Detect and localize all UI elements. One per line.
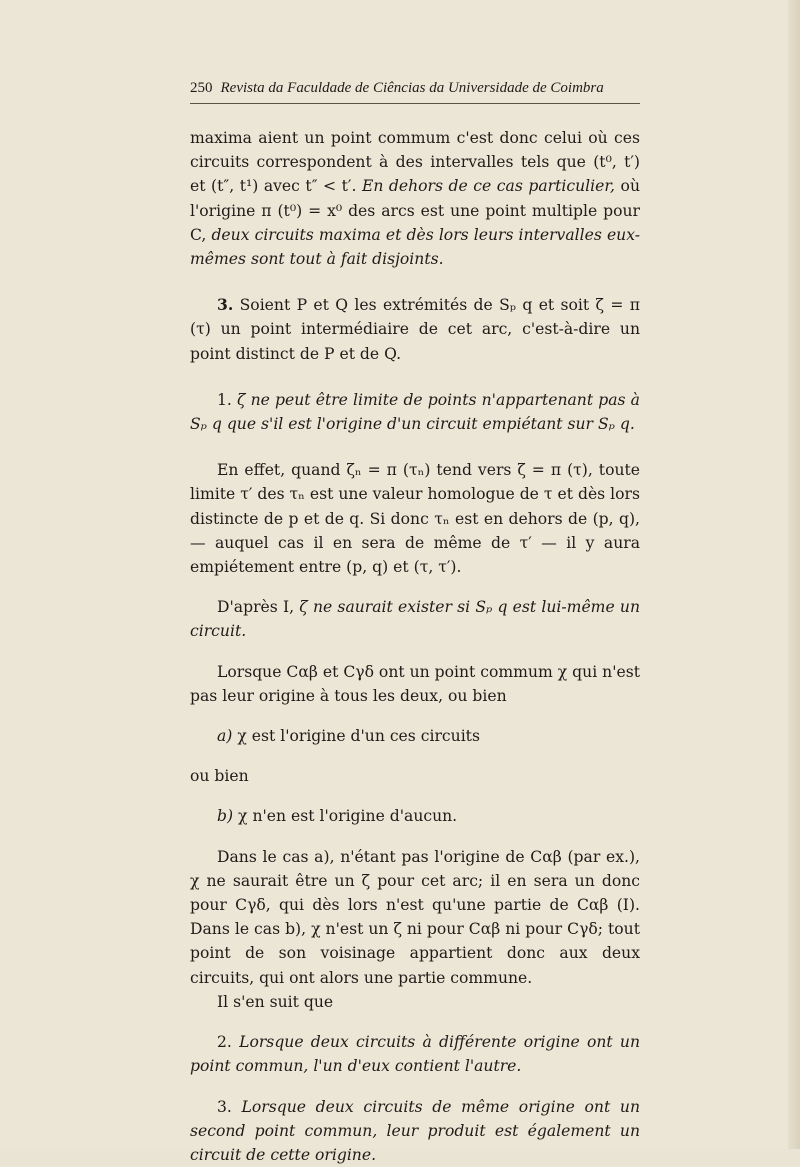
text-run: maxima aient un point commum c'est donc celui où ces circuits correspondent à des intervalles tels que (t⁰, t′) et (t″, t¹) avec t″ < t′.: [190, 129, 640, 195]
paragraph-en-effet: En effet, quand ζₙ = π (τₙ) tend vers ζ = π (τ), toute limite τ′ des τₙ est une valeur homologue de τ et dès lors distincte de p et de q. Si donc τₙ est en dehors de (p, q), — auquel cas il en sera de même de τ′ — il y aura empiétement entre (p, q) et (τ, τ′).: [190, 458, 640, 579]
paragraph-dapres: [190, 595, 640, 643]
journal-title: Revista da Faculdade de Ciências da Universidade de Coimbra: [221, 80, 604, 97]
case-text: χ n'en est l'origine d'aucun.: [233, 807, 457, 825]
paragraph-maxima: [190, 126, 640, 271]
page-number: 250: [190, 80, 213, 97]
case-a: [190, 724, 640, 748]
header-rule: [190, 103, 640, 104]
page-edge-shadow: [788, 0, 800, 1149]
case-label: b): [217, 807, 233, 825]
result-statement: ζ ne peut être limite de points n'appartenant pas à Sₚ q que s'il est l'origine d'un circuit empiétant sur Sₚ q.: [190, 391, 640, 433]
result-number: 2.: [217, 1033, 232, 1051]
section-number: 3.: [217, 295, 233, 314]
case-label: a): [217, 727, 232, 745]
text-run: où l'origine π (t⁰) = x⁰ des arcs est une point multiple pour C,: [190, 177, 640, 243]
result-number: 1.: [217, 391, 237, 409]
text-run-italic: En dehors de ce cas particulier,: [362, 177, 615, 195]
section-3-paragraph: [190, 293, 640, 366]
ou-bien: ou bien: [190, 764, 640, 788]
result-statement: Lorsque deux circuits à différente origine ont un point commun, l'un d'eux contient l'autre.: [190, 1033, 640, 1075]
text-run: D'après I,: [217, 598, 299, 616]
result-2: [190, 1030, 640, 1078]
result-number: 3.: [217, 1098, 232, 1116]
text-run-italic: ζ ne saurait exister si Sₚ q est lui-même un circuit.: [190, 598, 640, 640]
text-run-italic: deux circuits maxima et dès lors leurs intervalles eux-mêmes sont tout à fait disjoints.: [190, 226, 640, 268]
paragraph-il-sen-suit: Il s'en suit que: [190, 990, 640, 1014]
result-statement: Lorsque deux circuits de même origine ont un second point commun, leur produit est également un circuit de cette origine.: [190, 1098, 640, 1164]
paragraph-dans-le-cas: Dans le cas a), n'étant pas l'origine de Cαβ (par ex.), χ ne saurait être un ζ pour cet arc; il en sera un donc pour Cγδ, qui dès lors n'est qu'une partie de Cαβ (I). Dans le cas b), χ n'est un ζ ni pour Cαβ ni pour Cγδ; tout point de son voisinage appartient donc aux deux circuits, qui ont alors une partie commune.: [190, 845, 640, 990]
result-3: [190, 1095, 640, 1167]
case-text: χ est l'origine d'un ces circuits: [232, 727, 480, 745]
paragraph-lorsque: Lorsque Cαβ et Cγδ ont un point commum χ qui n'est pas leur origine à tous les deux, ou bien: [190, 660, 640, 708]
result-1: [190, 388, 640, 436]
case-b: [190, 804, 640, 828]
body-text: [190, 126, 640, 1167]
text-run: Soient P et Q les extrémités de Sₚ q et soit ζ = π (τ) un point intermédiaire de cet arc, c'est-à-dire un point distinct de P et de Q.: [190, 296, 640, 362]
running-header: [190, 80, 640, 97]
